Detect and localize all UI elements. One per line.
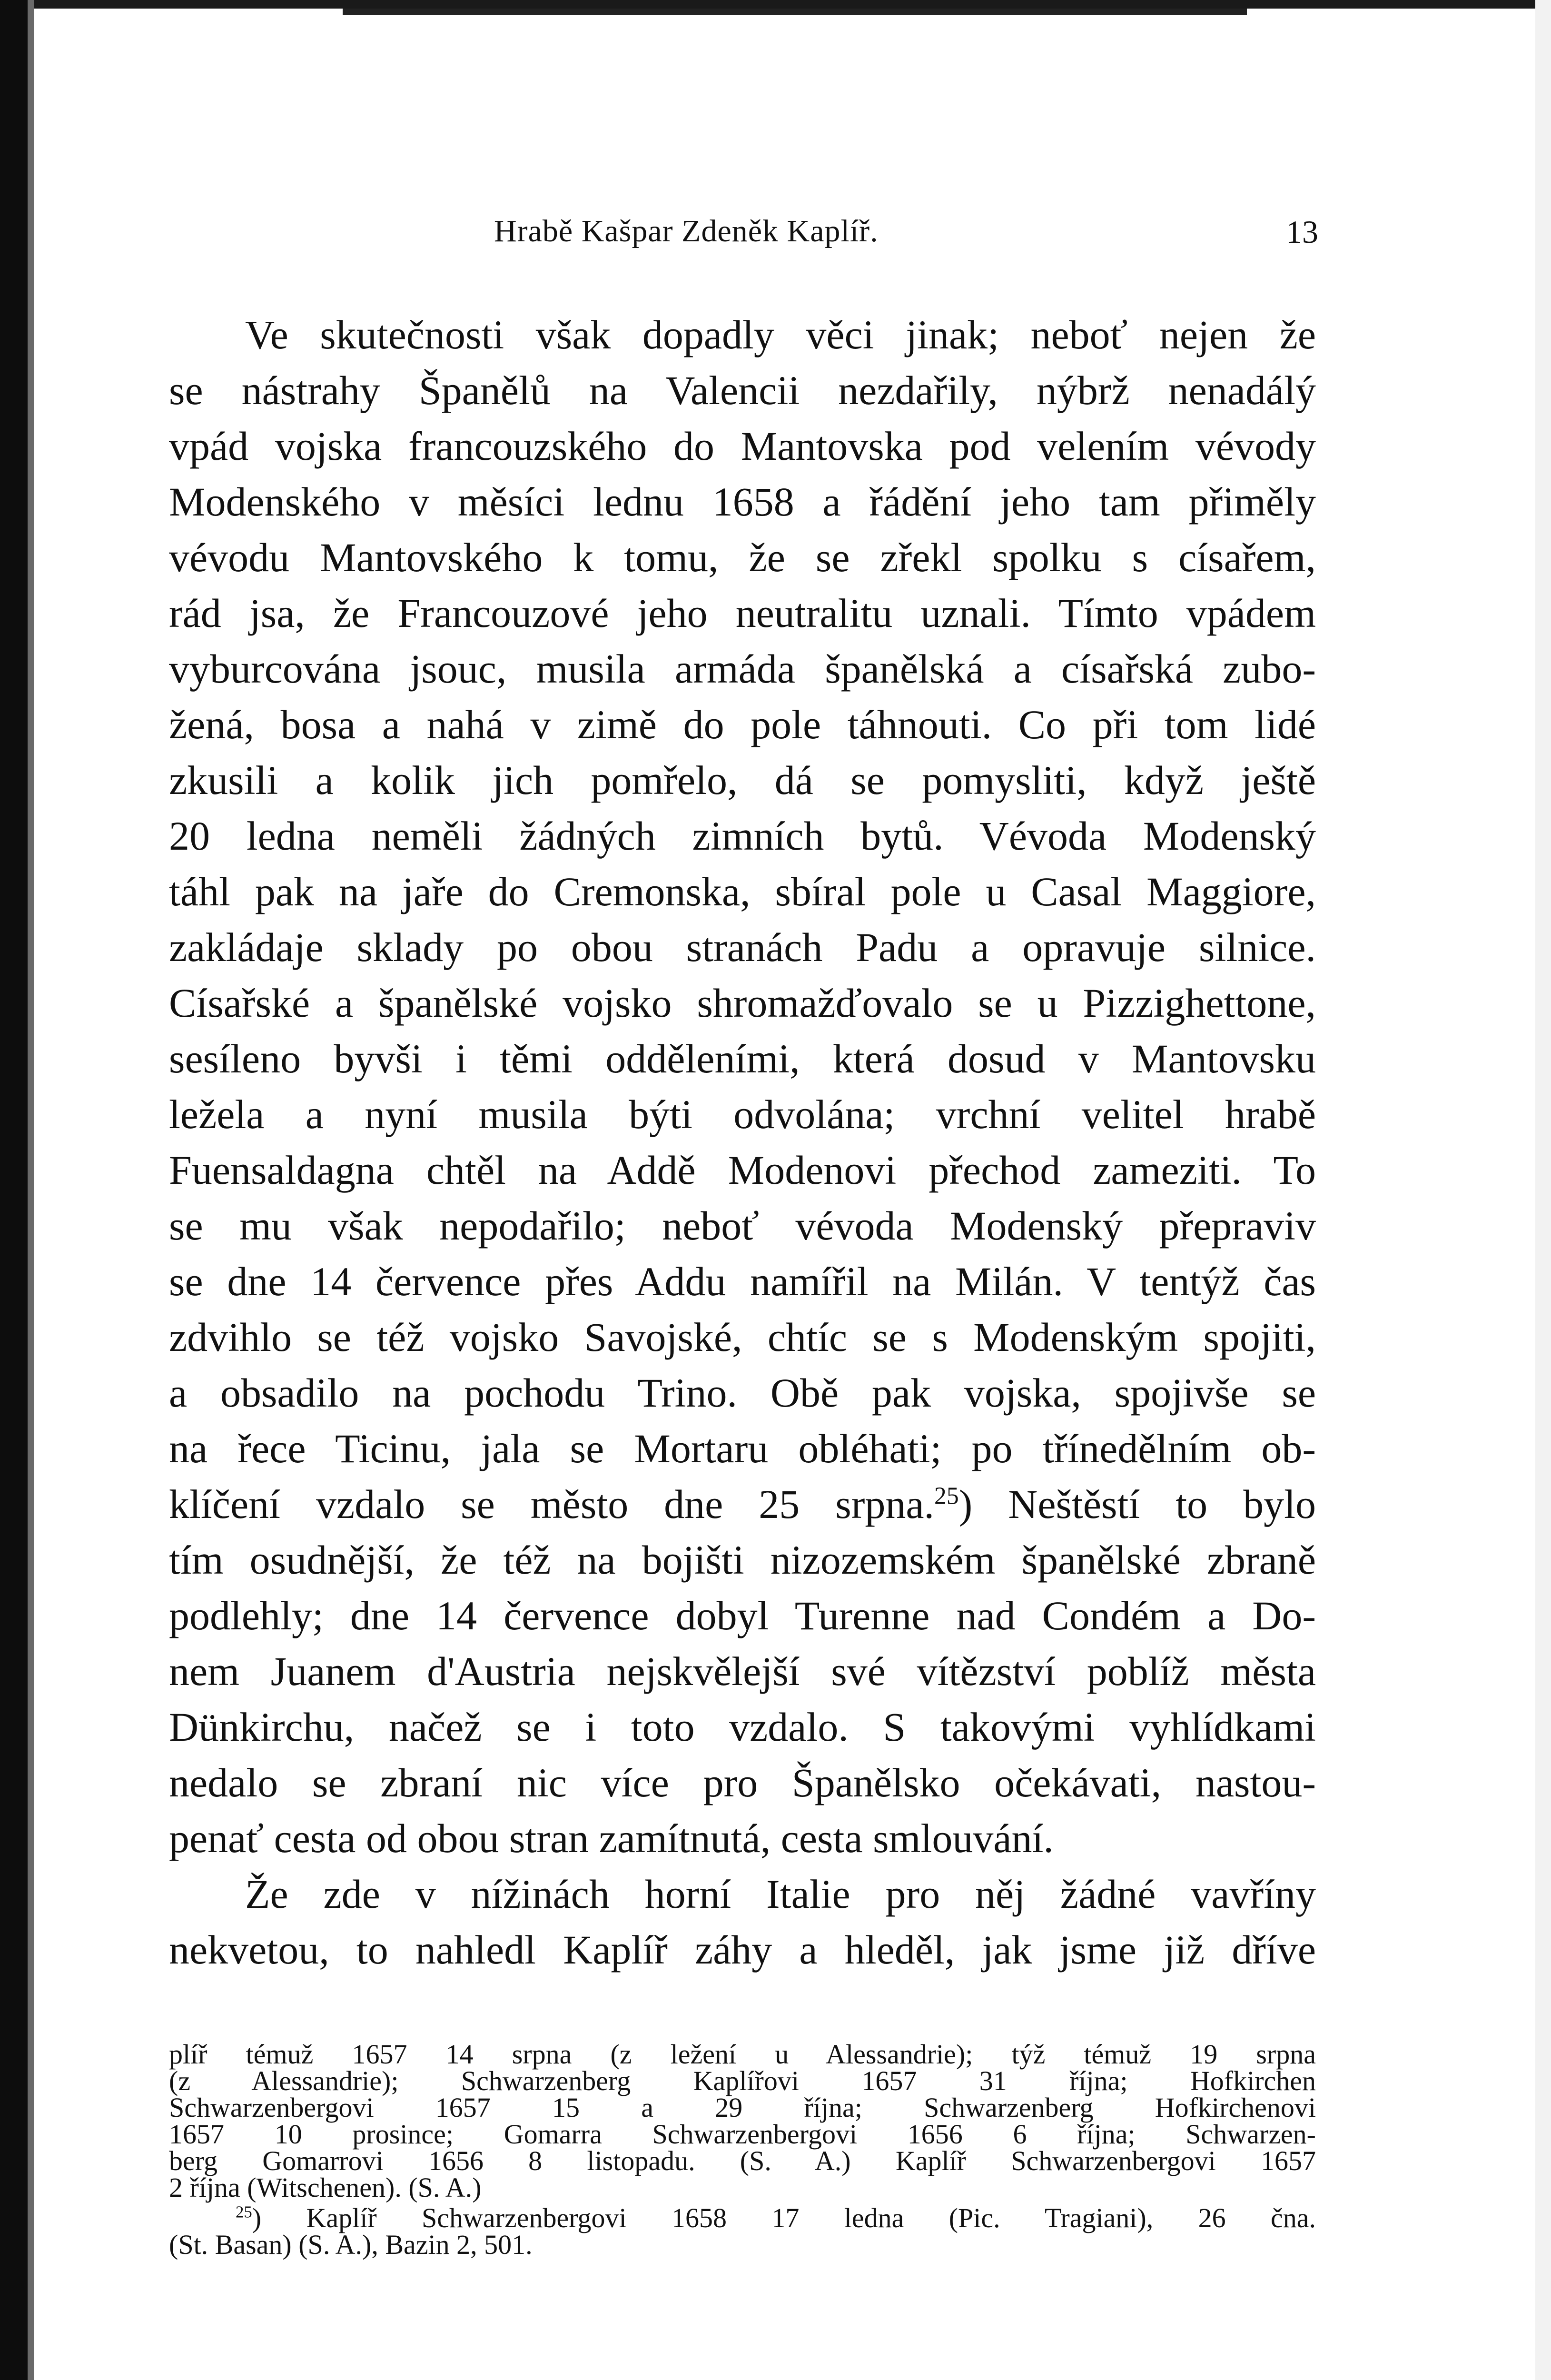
scan-border-top xyxy=(0,0,1551,9)
footnote-line: (z Alessandrie); Schwarzenberg Kaplířovi 1657 31 října; Hofkirchen xyxy=(169,2065,1316,2096)
text-line-with-note xyxy=(169,1477,1316,1532)
text-segment: ) Neštěstí to bylo xyxy=(958,1481,1316,1527)
text-line: Modenského v měsíci lednu 1658 a řádění jeho tam přiměly xyxy=(169,479,1316,525)
text-line: zakládaje sklady po obou stranách Padu a opravuje silnice. xyxy=(169,924,1316,970)
text-line: se mu však nepodařilo; neboť vévoda Modenský přepraviv xyxy=(169,1203,1316,1249)
text-segment: klíčení vzdalo se město dne 25 srpna. xyxy=(169,1481,935,1527)
text-line: penať cesta od obou stran zamítnutá, cesta smlouvání. xyxy=(169,1815,1054,1861)
text-line: nem Juanem d'Austria nejskvělejší své vítězství poblíž města xyxy=(169,1648,1316,1694)
running-title: Hrabě Kašpar Zdeněk Kaplíř. xyxy=(494,214,879,248)
text-line: Fuensaldagna chtěl na Addě Modenovi přechod zameziti. To xyxy=(169,1147,1316,1193)
scan-border-left-shadow xyxy=(28,0,34,2380)
footnotes xyxy=(169,2041,1316,2258)
scan-border-left xyxy=(0,0,28,2380)
text-line: zkusili a kolik jich pomřelo, dá se pomysliti, když ještě xyxy=(169,757,1316,803)
footnote-reference: 25 xyxy=(934,1482,959,1510)
scan-border-right xyxy=(1535,0,1551,2380)
page-number: 13 xyxy=(1286,214,1318,250)
text-line: nedalo se zbraní nic více pro Španělsko očekávati, nastou- xyxy=(169,1760,1316,1805)
text-line: zdvihlo se též vojsko Savojské, chtíc se s Modenským spojiti, xyxy=(169,1314,1316,1360)
text-line: vévodu Mantovského k tomu, že se zřekl spolku s císařem, xyxy=(169,535,1316,580)
text-line: ležela a nyní musila býti odvolána; vrchní velitel hrabě xyxy=(169,1091,1316,1137)
text-line: a obsadilo na pochodu Trino. Obě pak vojska, spojivše se xyxy=(169,1370,1316,1416)
footnote-line: (St. Basan) (S. A.), Bazin 2, 501. xyxy=(169,2229,533,2260)
footnote-number: 25 xyxy=(236,2202,252,2221)
text-line: táhl pak na jaře do Cremonska, sbíral pole u Casal Maggiore, xyxy=(169,869,1316,914)
text-line: Císařské a španělské vojsko shromažďovalo se u Pizzighettone, xyxy=(169,980,1316,1026)
text-line: se dne 14 července přes Addu namířil na Milán. V tentýž čas xyxy=(169,1259,1316,1304)
text-line: Že zde v nížinách horní Italie pro něj žádné vavříny xyxy=(245,1871,1316,1917)
text-line: Ve skutečnosti však dopadly věci jinak; neboť nejen že xyxy=(245,312,1316,357)
scan-border-top-shadow xyxy=(343,9,1247,15)
text-line: se nástrahy Španělů na Valencii nezdařily, nýbrž nenadálý xyxy=(169,367,1316,413)
text-line: podlehly; dne 14 července dobyl Turenne nad Condém a Do- xyxy=(169,1593,1316,1638)
text-line: Dünkirchu, načež se i toto vzdalo. S takovými vyhlídkami xyxy=(169,1704,1316,1750)
text-line: rád jsa, že Francouzové jeho neutralitu uznali. Tímto vpádem xyxy=(169,590,1316,636)
footnote-line xyxy=(169,2202,1316,2233)
text-line: nekvetou, to nahledl Kaplíř záhy a hleděl, jak jsme již dříve xyxy=(169,1927,1316,1973)
text-line: 20 ledna neměli žádných zimních bytů. Vévoda Modenský xyxy=(169,813,1316,859)
footnote-line: Schwarzenbergovi 1657 15 a 29 října; Schwarzenberg Hofkirchenovi xyxy=(169,2092,1316,2123)
page-header xyxy=(176,213,1318,256)
footnote-line: plíř témuž 1657 14 srpna (z ležení u Alessandrie); týž témuž 19 srpna xyxy=(169,2039,1316,2070)
text-line: žená, bosa a nahá v zimě do pole táhnouti. Co při tom lidé xyxy=(169,702,1316,747)
footnote-line: 2 října (Witschenen). (S. A.) xyxy=(169,2172,482,2203)
text-line: tím osudnější, že též na bojišti nizozemském španělské zbraně xyxy=(169,1537,1316,1583)
main-text xyxy=(169,307,1316,1978)
footnote-text: ) Kaplíř Schwarzenbergovi 1658 17 ledna (Pic. Tragiani), 26 čna. xyxy=(252,2202,1316,2233)
text-line: sesíleno byvši i těmi odděleními, která dosud v Mantovsku xyxy=(169,1036,1316,1081)
text-line: na řece Ticinu, jala se Mortaru obléhati; po třínedělním ob- xyxy=(169,1426,1316,1471)
footnote-line: 1657 10 prosince; Gomarra Schwarzenbergovi 1656 6 října; Schwarzen- xyxy=(169,2119,1316,2150)
text-line: vpád vojska francouzského do Mantovska pod velením vévody xyxy=(169,423,1316,469)
text-line: vyburcována jsouc, musila armáda španělská a císařská zubo- xyxy=(169,646,1316,692)
footnote-line: berg Gomarrovi 1656 8 listopadu. (S. A.) Kaplíř Schwarzenbergovi 1657 xyxy=(169,2145,1316,2176)
